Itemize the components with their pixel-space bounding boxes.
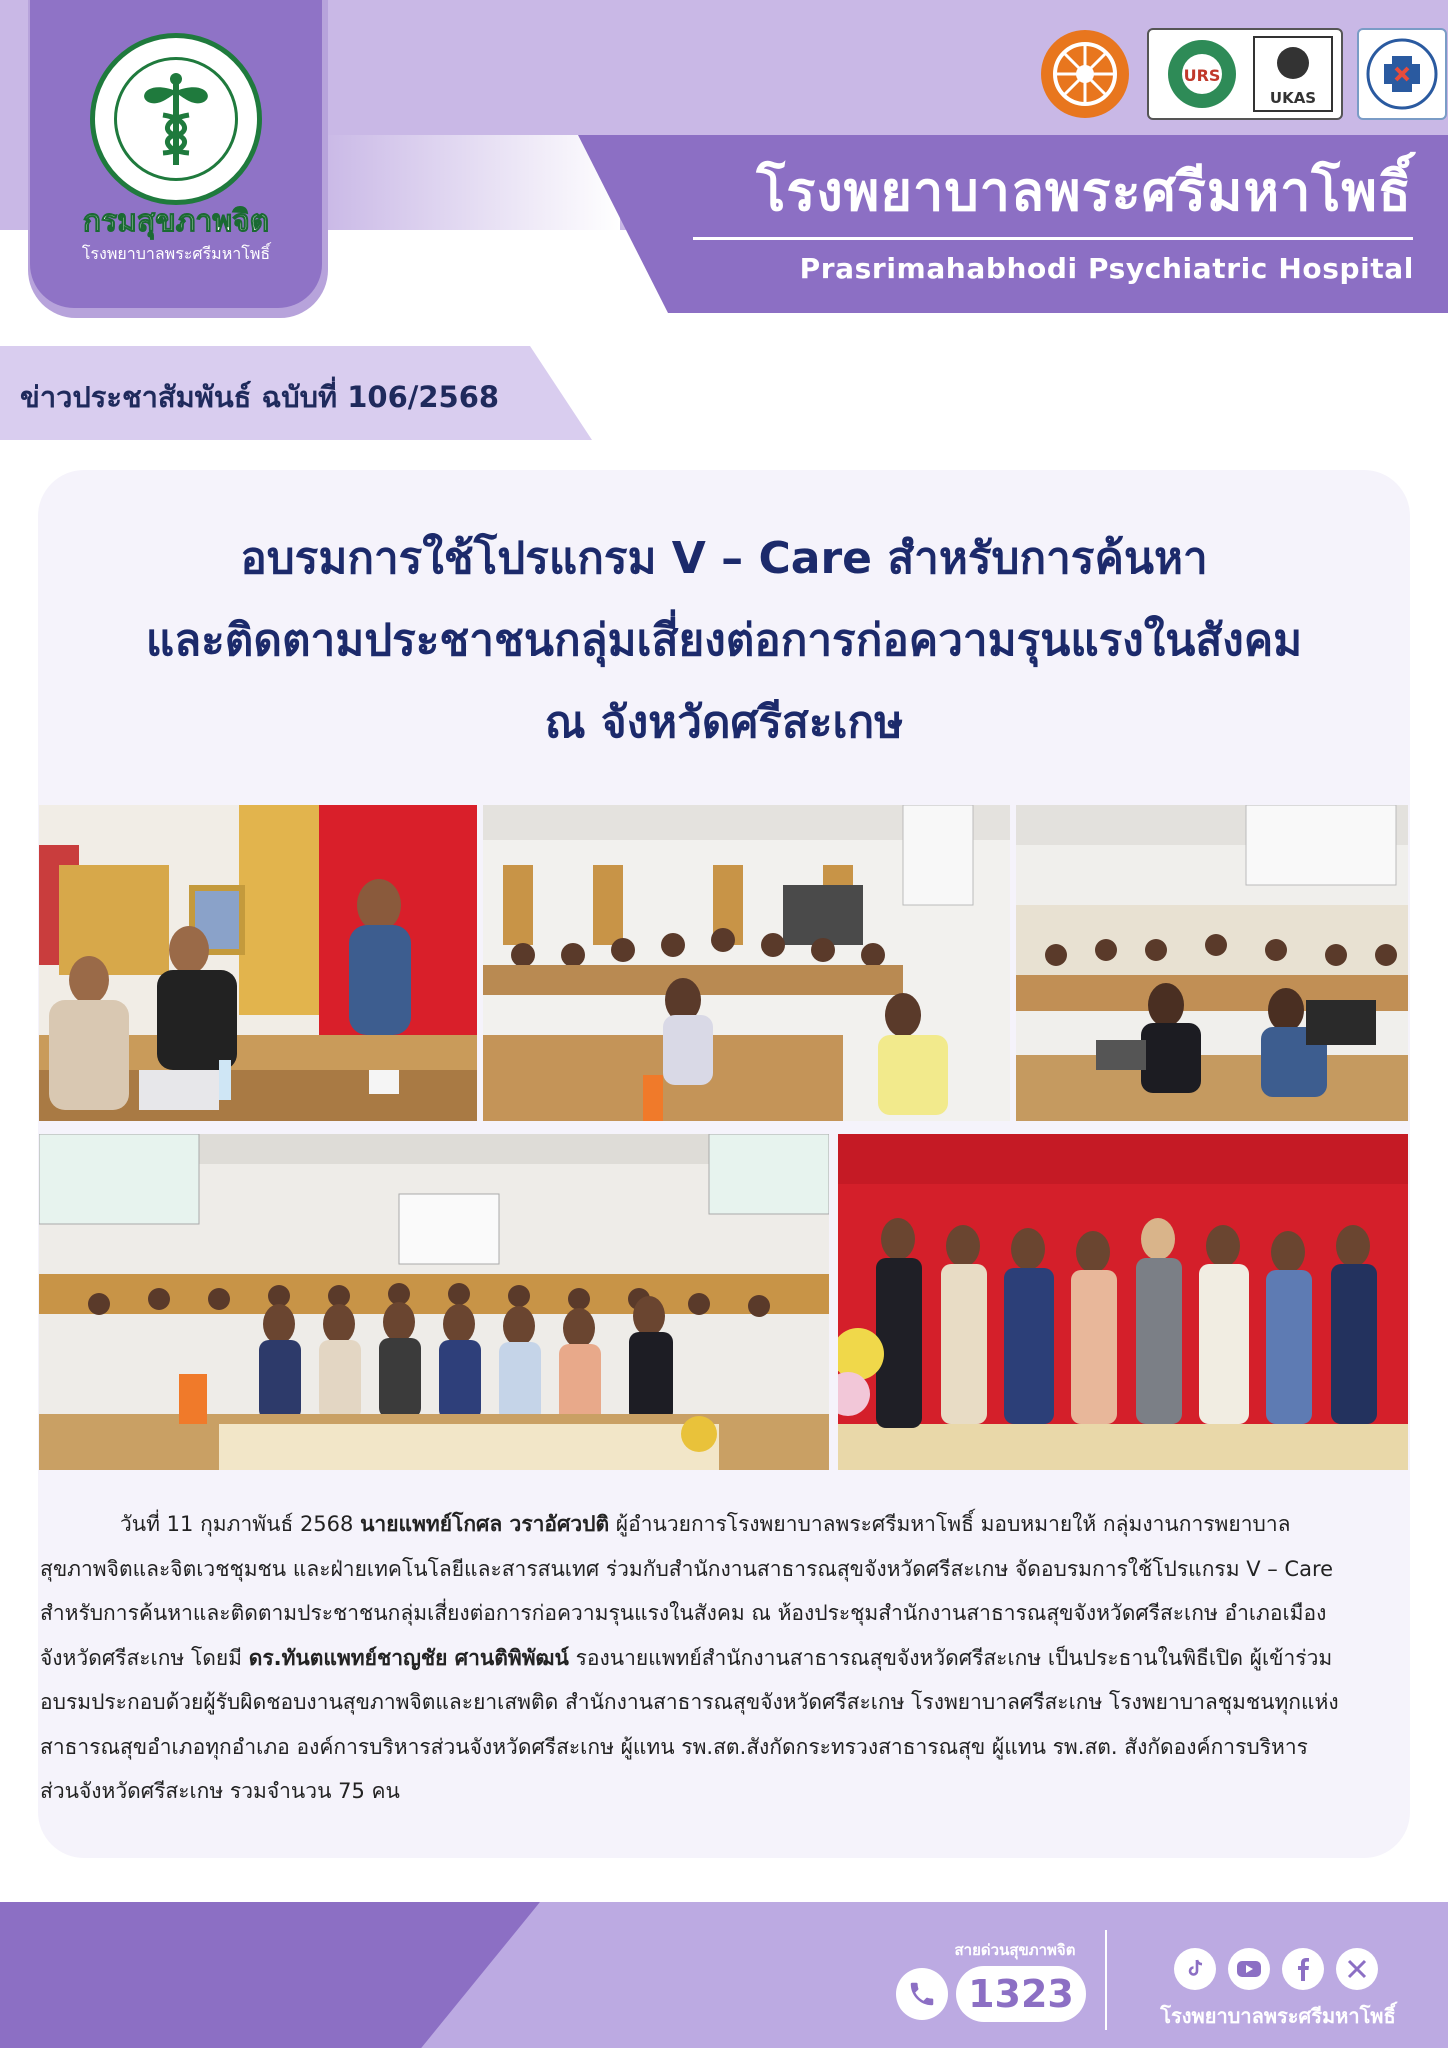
facebook-icon[interactable] bbox=[1282, 1948, 1324, 1990]
hospital-name-thai: โรงพยาบาลพระศรีมหาโพธิ์ bbox=[756, 160, 1412, 223]
phone-icon bbox=[896, 1968, 948, 2020]
news-issue-label: ข่าวประชาสัมพันธ์ ฉบับที่ 106/2568 bbox=[20, 380, 500, 414]
tiktok-icon[interactable] bbox=[1174, 1948, 1216, 1990]
body-line-4-rest: รองนายแพทย์สำนักงานสาธารณสุขจังหวัดศรีสะเกษ เป็นประธานในพิธีเปิด ผู้เข้าร่วม bbox=[568, 1645, 1333, 1670]
youtube-icon[interactable] bbox=[1228, 1948, 1270, 1990]
news-body bbox=[40, 1502, 1408, 1814]
body-line-4-start: จังหวัดศรีสะเกษ โดยมี bbox=[40, 1645, 249, 1670]
department-name: กรมสุขภาพจิต bbox=[82, 204, 270, 239]
dharma-wheel-emblem bbox=[1037, 28, 1133, 120]
urs-certification-badge bbox=[1147, 28, 1343, 120]
body-chair-name: ดร.ทันตแพทย์ชาญชัย ศานติพิพัฒน์ bbox=[248, 1645, 569, 1670]
body-line-3: สำหรับการค้นหาและติดตามประชาชนกลุ่มเสี่ยงต่อการก่อความรุนแรงในสังคม ณ ห้องประชุมสำนักงานสาธารณสุขจังหวัดศรีสะเกษ อำเภอเมือง bbox=[40, 1601, 1327, 1625]
title-line: อบรมการใช้โปรแกรม V – Care สำหรับการค้นหา bbox=[240, 533, 1208, 584]
body-line-7: ส่วนจังหวัดศรีสะเกษ รวมจำนวน 75 คน bbox=[40, 1779, 400, 1803]
event-photo-group-room bbox=[39, 1134, 829, 1470]
moph-seal-logo bbox=[90, 33, 262, 205]
footer-divider bbox=[1105, 1930, 1107, 2030]
healthcare-accreditation-badge bbox=[1357, 28, 1447, 120]
event-photo-room-overview bbox=[483, 805, 1010, 1121]
event-photo-participants bbox=[1016, 805, 1408, 1121]
footer-hospital-name: โรงพยาบาลพระศรีมหาโพธิ์ bbox=[1160, 2004, 1396, 2028]
hospital-name-divider bbox=[693, 237, 1413, 240]
body-line-6: สาธารณสุขอำเภอทุกอำเภอ องค์การบริหารส่วนจังหวัดศรีสะเกษ ผู้แทน รพ.สต.สังกัดกระทรวงสาธารณสุข ผู้แทน รพ.สต. สังกัดองค์การบริหาร bbox=[40, 1734, 1308, 1759]
title-line: ณ จังหวัดศรีสะเกษ bbox=[544, 697, 904, 748]
title-line: และติดตามประชาชนกลุ่มเสี่ยงต่อการก่อความรุนแรงในสังคม bbox=[145, 615, 1303, 666]
hotline-caption: สายด่วนสุขภาพจิต bbox=[954, 1941, 1076, 1959]
hotline-number[interactable]: 1323 bbox=[956, 1966, 1086, 2022]
ukas-text: UKAS bbox=[1269, 89, 1317, 107]
body-line-1-rest: ผู้อำนวยการโรงพยาบาลพระศรีมหาโพธิ์ มอบหมายให้ กลุ่มงานการพยาบาล bbox=[609, 1512, 1291, 1536]
body-line-1 bbox=[40, 1502, 1408, 1547]
body-line-2: สุขภาพจิตและจิตเวชชุมชน และฝ่ายเทคโนโลยีและสารสนเทศ ร่วมกับสำนักงานสาธารณสุขจังหวัดศรีสะเกษ จัดอบรมการใช้โปรแกรม V – Care bbox=[40, 1556, 1334, 1581]
event-photo-vip-group bbox=[838, 1134, 1408, 1470]
body-date: วันที่ 11 กุมภาพันธ์ 2568 bbox=[120, 1512, 361, 1536]
caduceus-icon bbox=[131, 69, 221, 169]
news-title bbox=[60, 518, 1388, 764]
body-director-name: นายแพทย์โกศล วราอัศวปติ bbox=[360, 1512, 610, 1536]
urs-text: URS bbox=[1183, 66, 1221, 85]
body-line-4 bbox=[40, 1636, 1408, 1681]
event-photo-speaker bbox=[39, 805, 477, 1121]
department-subtitle: โรงพยาบาลพระศรีมหาโพธิ์ bbox=[81, 244, 271, 263]
x-icon[interactable] bbox=[1336, 1948, 1378, 1990]
header-fade bbox=[320, 135, 620, 230]
hospital-name-english: Prasrimahabhodi Psychiatric Hospital bbox=[799, 252, 1414, 285]
body-line-5: อบรมประกอบด้วยผู้รับผิดชอบงานสุขภาพจิตและยาเสพติด สำนักงานสาธารณสุขจังหวัดศรีสะเกษ โรงพยาบาลศรีสะเกษ โรงพยาบาลชุมชนทุกแห่ง bbox=[40, 1690, 1339, 1714]
